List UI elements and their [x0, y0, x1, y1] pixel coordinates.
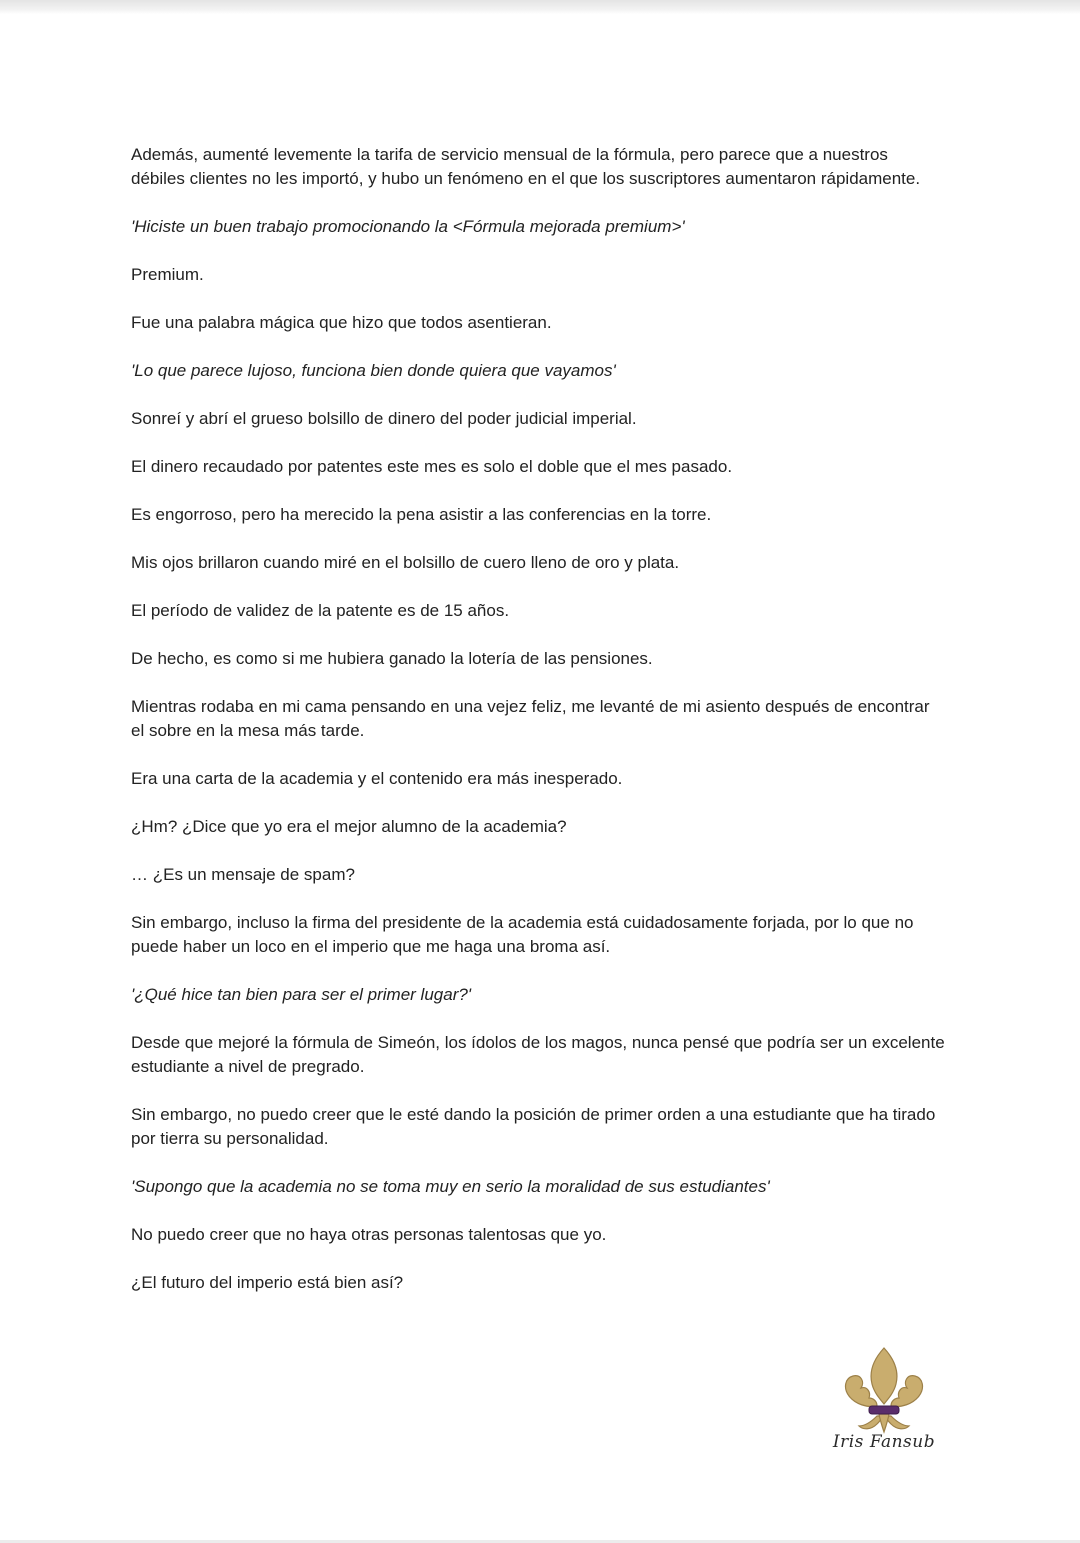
- top-shadow-bar: [0, 0, 1080, 14]
- paragraph: El dinero recaudado por patentes este mes es solo el doble que el mes pasado.: [131, 457, 733, 476]
- quoted-thought-paragraph: 'Supongo que la academia no se toma muy en serio la moralidad de sus estudiantes': [131, 1177, 770, 1196]
- paragraph: De hecho, es como si me hubiera ganado la lotería de las pensiones.: [131, 649, 653, 668]
- paragraph: ¿Hm? ¿Dice que yo era el mejor alumno de la academia?: [131, 817, 567, 836]
- quoted-thought-paragraph: 'Hiciste un buen trabajo promocionando la <Fórmula mejorada premium>': [131, 217, 685, 236]
- quoted-thought-paragraph: '¿Qué hice tan bien para ser el primer lugar?': [131, 985, 472, 1004]
- paragraph: Desde que mejoré la fórmula de Simeón, los ídolos de los magos, nunca pensé que podría ser un excelente estudiante a nivel de pregrado.: [131, 1033, 950, 1076]
- paragraph: … ¿Es un mensaje de spam?: [131, 865, 355, 884]
- paragraph: Sin embargo, no puedo creer que le esté dando la posición de primer orden a una estudiante que ha tirado por tierra su personalidad.: [131, 1105, 941, 1148]
- paragraph: No puedo creer que no haya otras personas talentosas que yo.: [131, 1225, 607, 1244]
- paragraph: Además, aumenté levemente la tarifa de servicio mensual de la fórmula, pero parece que a nuestros débiles clientes no les importó, y hubo un fenómeno en el que los suscriptores aumentaron rápidamente.: [131, 145, 921, 188]
- paragraph: Premium.: [131, 265, 204, 284]
- paragraph: Sonreí y abrí el grueso bolsillo de dinero del poder judicial imperial.: [131, 409, 637, 428]
- paragraph: Era una carta de la academia y el contenido era más inesperado.: [131, 769, 623, 788]
- fleur-de-lis-icon: [837, 1346, 931, 1434]
- paragraph: Sin embargo, incluso la firma del presidente de la academia está cuidadosamente forjada, por lo que no puede haber un loco en el imperio que me haga una broma así.: [131, 913, 919, 956]
- quoted-thought-paragraph: 'Lo que parece lujoso, funciona bien donde quiera que vayamos': [131, 361, 616, 380]
- paragraph: ¿El futuro del imperio está bien así?: [131, 1273, 404, 1292]
- paragraph: Mis ojos brillaron cuando miré en el bolsillo de cuero lleno de oro y plata.: [131, 553, 680, 572]
- fansub-logo: [832, 1346, 942, 1456]
- paragraph: Fue una palabra mágica que hizo que todos asentieran.: [131, 313, 552, 332]
- paragraph: Es engorroso, pero ha merecido la pena asistir a las conferencias en la torre.: [131, 505, 712, 524]
- logo-text: Iris Fansub: [832, 1432, 936, 1452]
- document-body: [131, 143, 950, 1319]
- paragraph: Mientras rodaba en mi cama pensando en una vejez feliz, me levanté de mi asiento después de encontrar el sobre en la mesa más tarde.: [131, 697, 935, 740]
- paragraph: El período de validez de la patente es de 15 años.: [131, 601, 510, 620]
